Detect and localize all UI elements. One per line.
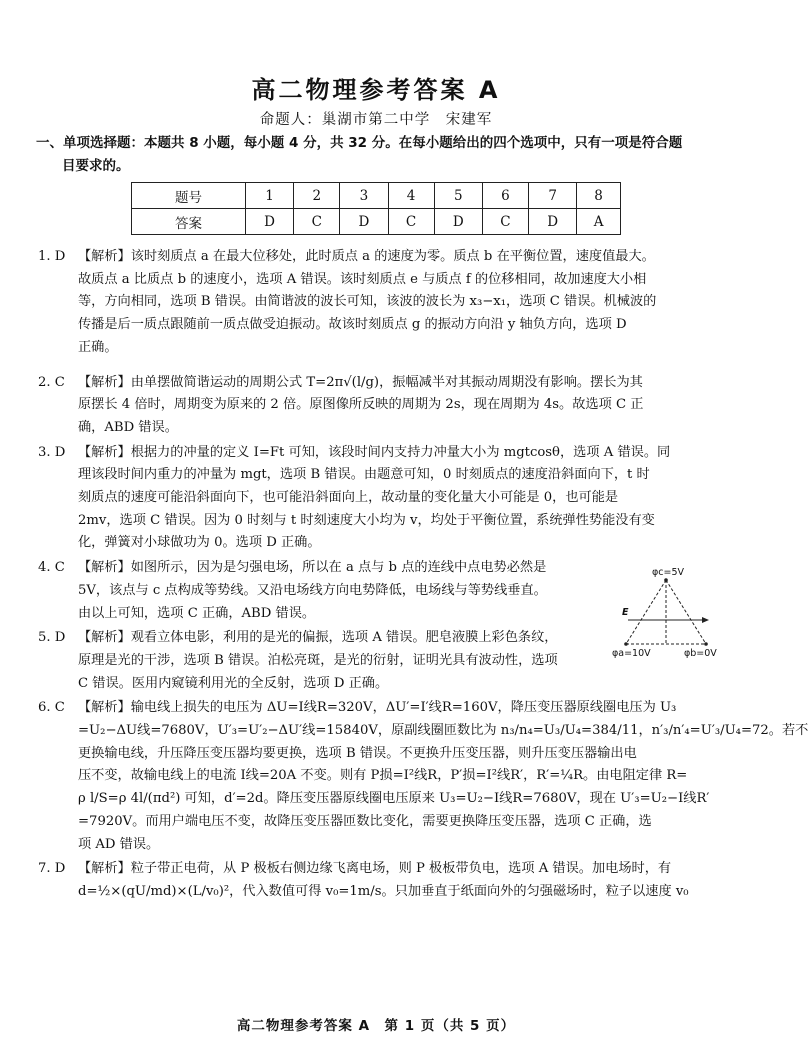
solution-line: ρ l/S=ρ 4l/(πd²) 可知，d′=2d。降压变压器原线圈电压原来 U₃=U₂−I线R=7680V，现在 U′₃=U₂−I线R′ <box>78 791 710 807</box>
number-cell: 5 <box>434 183 482 209</box>
solution-line: 【解析】该时刻质点 a 在最大位移处，此时质点 a 的速度为零。质点 b 在平衡位置，速度值最大。 <box>78 249 655 264</box>
solution-line: 刻质点的速度可能沿斜面向下，也可能沿斜面向上，故动量的变化量大小可能是 0，也可能是 <box>78 490 619 506</box>
page-title: 高二物理参考答案 A <box>251 76 501 104</box>
solution-item-3 <box>36 442 716 556</box>
solution-line: =U₂−ΔU线=7680V，U′₃=U′₂−ΔU′线=15840V，原副线圈匝数比为 n₃/n₄=U₃/U₄=384/11，n′₃/n′₄=U′₃/U₄=72。若不 <box>78 723 808 739</box>
number-cell: 6 <box>482 183 528 209</box>
solution-line: 原摆长 4 倍时，周期变为原来的 2 倍。原图像所反映的周期为 2s，现在周期为 4s。故选项 C 正 <box>78 397 644 413</box>
section-heading <box>36 132 726 178</box>
solution-line: 理该段时间内重力的冲量为 mgt，选项 B 错误。由题意可知，0 时刻质点的速度沿斜面向下，t 时 <box>78 467 650 483</box>
potential-a-label: φa=10V <box>612 648 651 659</box>
solution-line: 正确。 <box>78 339 118 355</box>
solution-line: 【解析】由单摆做简谐运动的周期公式 T=2π√(l/g)，振幅减半对其振动周期没有影响。摆长为其 <box>78 374 643 390</box>
solution-line: 【解析】粒子带正电荷，从 P 极板右侧边缘飞离电场，则 P 极板带负电，选项 A 错误。加电场时，有 <box>78 861 672 877</box>
solution-line: 更换输电线，升压降压变压器均要更换，选项 B 错误。不更换升压变压器，则升压变压器输出电 <box>78 745 637 761</box>
answer-table <box>131 182 621 235</box>
number-cell: 2 <box>294 183 340 209</box>
answer-cell: D <box>434 209 482 235</box>
solution-line: C 错误。医用内窥镜利用光的全反射，选项 D 正确。 <box>78 675 389 691</box>
number-cell: 4 <box>388 183 434 209</box>
solution-line: 由以上可知，选项 C 正确，ABD 错误。 <box>78 605 316 621</box>
item-number: 6. C <box>38 700 65 716</box>
electric-field-diagram <box>612 566 720 658</box>
item-number: 4. C <box>38 560 65 576</box>
item-number: 2. C <box>38 374 65 390</box>
solution-line: 化，弹簧对小球做功为 0。选项 D 正确。 <box>78 535 321 551</box>
solution-line: 【解析】观看立体电影，利用的是光的偏振，选项 A 错误。肥皂液膜上彩色条纹， <box>78 630 558 646</box>
solution-item-7 <box>36 858 716 903</box>
item-number: 5. D <box>38 630 66 646</box>
solution-line: 5V，该点与 c 点构成等势线。又沿电场线方向电势降低，电场线与等势线垂直。 <box>78 582 547 598</box>
potential-c-label: φc=5V <box>652 567 684 578</box>
header-label-cell: 题号 <box>132 183 246 209</box>
solution-item-6 <box>36 697 808 856</box>
solution-line: 【解析】根据力的冲量的定义 I=Ft 可知，该段时间内支持力冲量大小为 mgtcosθ，选项 A 错误。同 <box>78 444 671 460</box>
answer-cell: A <box>577 209 621 235</box>
item-number: 3. D <box>38 444 66 460</box>
answer-cell: D <box>246 209 294 235</box>
solution-line: d=½×(qU/md)×(L/v₀)²，代入数值可得 v₀=1m/s。只加垂直于纸面向外的匀强磁场时，粒子以速度 v₀ <box>78 883 689 899</box>
solution-line: 【解析】输电线上损失的电压为 ΔU=I线R=320V，ΔU′=I′线R=160V，降压变压器原线圈电压为 U₃ <box>78 700 677 716</box>
solution-line: 故质点 a 比质点 b 的速度小，选项 A 错误。该时刻质点 e 与质点 f 的位移相同，故加速度大小相 <box>78 271 647 287</box>
answer-label-cell: 答案 <box>132 209 246 235</box>
solution-line: =7920V。而用户端电压不变，故降压变压器匝数比变化，需要更换降压变压器，选项 C 正确，选 <box>78 813 652 829</box>
solution-line: 确，ABD 错误。 <box>78 419 178 435</box>
answer-table-number-row <box>132 183 621 209</box>
section-heading-line1: 一、单项选择题：本题共 8 小题，每小题 4 分，共 32 分。在每小题给出的四个选项中，只有一项是符合题 <box>36 135 683 151</box>
number-cell: 8 <box>577 183 621 209</box>
solution-line: 【解析】如图所示，因为是匀强电场，所以在 a 点与 b 点的连线中点电势必然是 <box>78 560 547 576</box>
item-number: 7. D <box>38 861 66 877</box>
field-label: E <box>622 607 629 618</box>
solution-line: 等，方向相同，选项 B 错误。由简谐波的波长可知，该波的波长为 x₃−x₁，选项 C 错误。机械波的 <box>78 294 657 310</box>
solution-line: 原理是光的干涉，选项 B 错误。泊松亮斑，是光的衍射，证明光具有波动性，选项 <box>78 652 558 668</box>
potential-b-label: φb=0V <box>684 648 717 659</box>
answer-cell: C <box>482 209 528 235</box>
answer-cell: C <box>388 209 434 235</box>
solution-item-2 <box>36 372 716 440</box>
item-number: 1. D <box>38 249 66 264</box>
answer-table-answer-row <box>132 209 621 235</box>
answer-cell: C <box>294 209 340 235</box>
page-footer: 高二物理参考答案 A 第 1 页（共 5 页） <box>236 1018 516 1034</box>
section-heading-line2: 目要求的。 <box>62 158 130 174</box>
answer-cell: D <box>340 209 388 235</box>
solution-item-1 <box>36 246 716 360</box>
solution-line: 项 AD 错误。 <box>78 836 160 852</box>
electric-field-figure <box>612 566 720 658</box>
number-cell: 7 <box>529 183 577 209</box>
solution-line: 传播是后一质点跟随前一质点做受迫振动。故该时刻质点 g 的振动方向沿 y 轴负方向，选项 D <box>78 317 627 333</box>
author-line: 命题人：巢湖市第二中学 宋建军 <box>259 112 493 128</box>
number-cell: 1 <box>246 183 294 209</box>
solution-line: 2mv，选项 C 错误。因为 0 时刻与 t 时刻速度大小均为 v，均处于平衡位置，系统弹性势能没有变 <box>78 512 655 528</box>
solution-line: 压不变，故输电线上的电流 I线=20A 不变。则有 P损=I²线R，P′损=I²线R′，R′=¼R。由电阻定律 R= <box>78 768 688 784</box>
number-cell: 3 <box>340 183 388 209</box>
answer-cell: D <box>529 209 577 235</box>
